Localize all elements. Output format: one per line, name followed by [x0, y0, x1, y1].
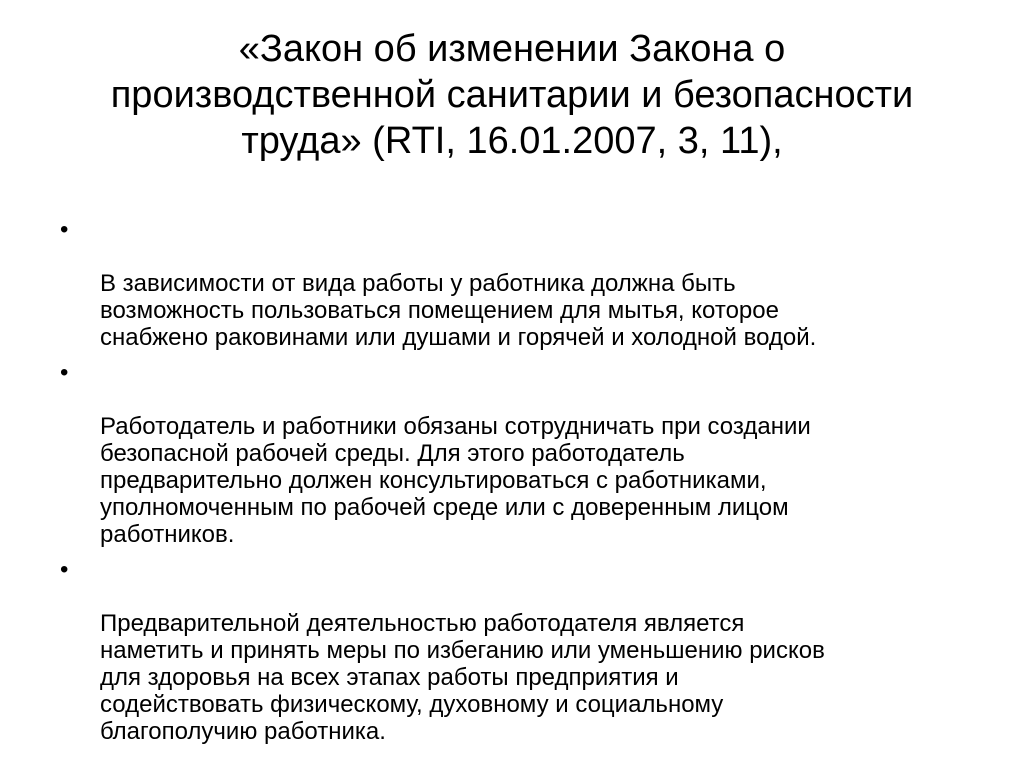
bullet-dot-icon: •	[60, 216, 69, 243]
bullet-dot-icon: •	[60, 556, 69, 583]
bullet-text: Предварительной деятельностью работодателя является наметить и принять меры по избеганию или уменьшению рисков для здоровья на всех этапах работы предприятия и содействовать физическому, духовному и социальному благополучию работника.	[100, 610, 825, 745]
bullet-text: Работодатель и работники обязаны сотрудничать при создании безопасной рабочей среды. Для этого работодатель предварительно должен консультироваться с работниками, уполномоченным по рабочей среде или с доверенным лицом работников.	[100, 413, 811, 548]
bullet-text: В зависимости от вида работы у работника должна быть возможность пользоваться помещением для мытья, которое снабжено раковинами или душами и горячей и холодной водой.	[100, 270, 817, 351]
bullet-dot-icon: •	[60, 359, 69, 386]
slide-title: «Закон об изменении Закона о производственной санитарии и безопасности труда» (RTI, 16.01.2007, 3, 11),	[110, 28, 914, 162]
bullet-item	[60, 359, 980, 548]
bullet-item	[60, 556, 980, 745]
bullet-list	[60, 216, 980, 753]
bullet-item	[60, 216, 980, 351]
